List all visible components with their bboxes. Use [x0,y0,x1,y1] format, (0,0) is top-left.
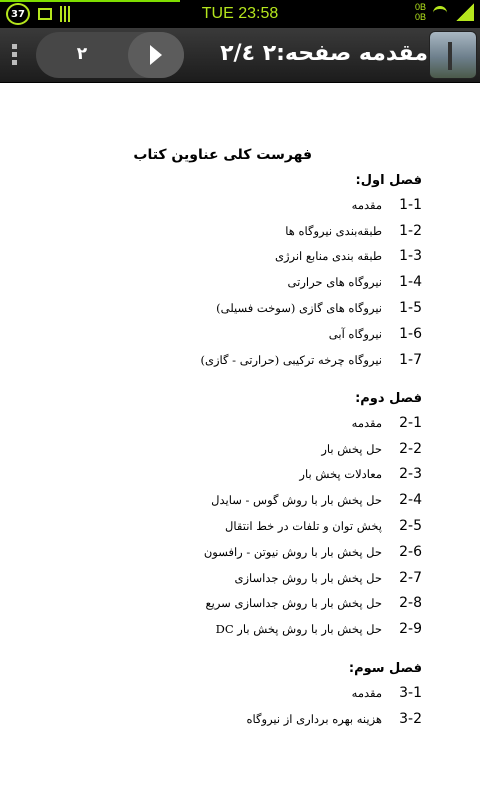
list-item: 1-3 طبقه بندی منابع انرژی [274,248,422,265]
list-item: 3-1 مقدمه [351,684,422,701]
progress-line [0,0,180,2]
list-item: 1-6 نیروگاه آبی [328,325,422,342]
list-item: 2-7 حل پخش بار با روش جداسازی [234,569,422,586]
list-item: 1-5 نیروگاه های گازی (سوخت فسیلی) [216,300,422,317]
document-page [0,83,480,800]
overflow-menu-icon[interactable] [12,44,18,65]
list-item: 2-1 مقدمه [351,414,422,431]
page-number-button[interactable]: ۲ [76,44,88,64]
section-3 [247,661,422,732]
section-1 [200,173,422,373]
clock: TUE 23:58 [201,5,279,22]
list-item: 2-2 حل پخش بار [321,440,422,457]
next-page-button[interactable] [128,32,184,78]
status-icons-right [415,2,474,22]
section-title: فصل سوم: [348,661,422,676]
app-logo-icon[interactable] [429,31,477,79]
net-down-value: 0B [414,12,426,22]
page-title: مقدمه صفحه:۲ ۲/٤ [220,41,428,66]
list-item: 2-5 پخش توان و تلفات در خط انتقال [225,518,422,535]
document-title: فهرست کلی عناوین کتاب [133,147,312,163]
network-speed [415,2,426,22]
status-bar [0,0,480,28]
app-bar [0,28,480,83]
wifi-icon [432,5,450,19]
list-item: 2-4 حل پخش بار با روش گوس - سایدل [211,492,422,509]
list-item: 2-8 حل پخش بار با روش جداسازی سریع [205,595,422,612]
list-item: 2-9 حل پخش بار با روش پخش بار DC [215,621,422,638]
list-item: 2-3 معادلات پخش بار [299,466,422,483]
list-item: 1-1 مقدمه [351,196,422,213]
section-2 [204,391,422,642]
list-item: 2-6 حل پخش بار با روش نیوتن - رافسون [203,543,422,560]
list-item: 1-7 نیروگاه چرخه ترکیبی (حرارتی - گازی) [200,351,422,368]
list-item: 1-2 طبقه‌بندی نیروگاه ها [285,222,422,239]
list-item: 3-2 هزینه بهره برداری از نیروگاه [246,710,422,727]
signal-icon [456,3,474,21]
play-next-icon [150,45,162,65]
net-up-value: 0B [414,2,426,12]
battery-level: 37 [11,8,25,20]
list-item: 1-4 نیروگاه های حرارتی [287,274,422,291]
section-title: فصل اول: [355,173,422,188]
section-title: فصل دوم: [355,391,422,406]
